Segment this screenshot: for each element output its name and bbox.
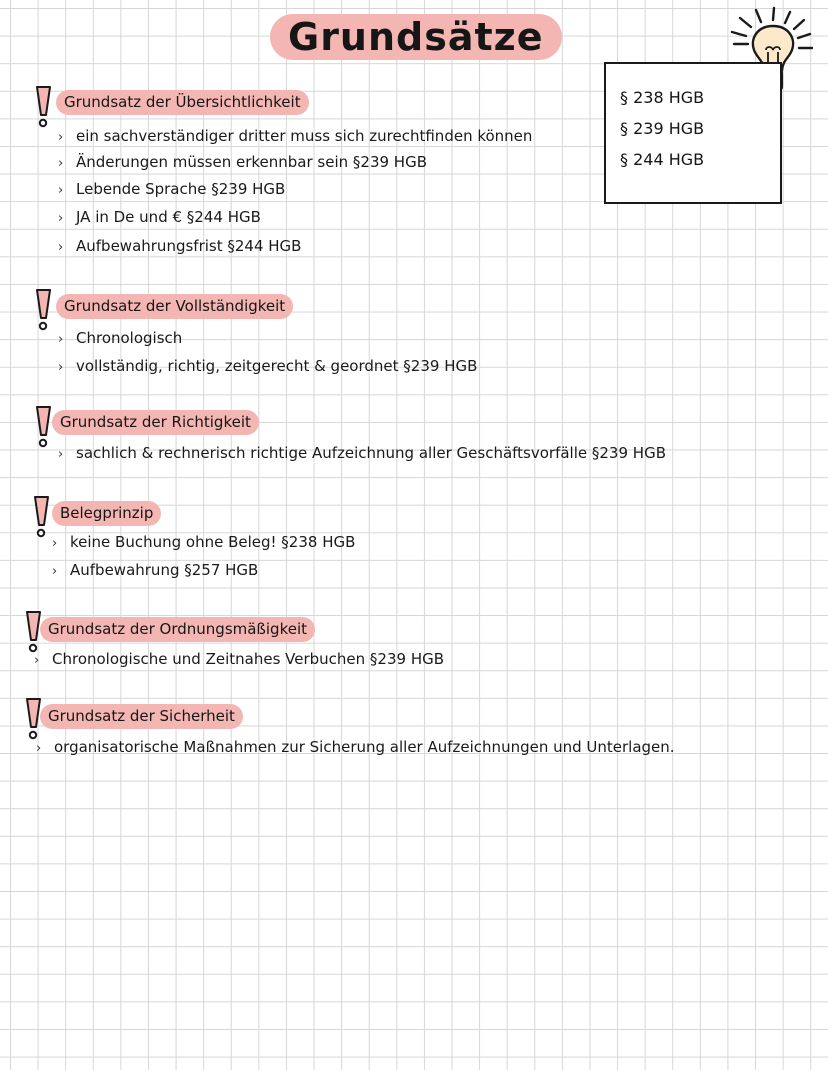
section-heading-uebersichtlichkeit: Grundsatz der Übersichtlichkeit — [56, 90, 309, 115]
page-title: Grundsätze — [270, 14, 562, 60]
chevron-right-icon: › — [52, 564, 58, 579]
list-item: › Lebende Sprache §239 HGB — [58, 180, 286, 198]
list-item: › Chronologisch — [58, 329, 183, 347]
section-heading-ordnungsmaessigkeit: Grundsatz der Ordnungsmäßigkeit — [40, 617, 315, 642]
chevron-right-icon: › — [58, 183, 64, 198]
reference-item: § 244 HGB — [620, 150, 705, 169]
reference-item: § 239 HGB — [620, 119, 705, 138]
section-heading-sicherheit: Grundsatz der Sicherheit — [40, 704, 243, 729]
section-heading-belegprinzip: Belegprinzip — [52, 501, 161, 526]
chevron-right-icon: › — [58, 332, 64, 347]
chevron-right-icon: › — [52, 536, 58, 551]
list-item: › Änderungen müssen erkennbar sein §239 HGB — [58, 153, 427, 171]
list-item: › sachlich & rechnerisch richtige Aufzeichnung aller Geschäftsvorfälle §239 HGB — [58, 444, 666, 462]
reference-item: § 238 HGB — [620, 88, 705, 107]
list-item: › organisatorische Maßnahmen zur Sicherung aller Aufzeichnungen und Unterlagen. — [36, 738, 675, 756]
chevron-right-icon: › — [34, 653, 40, 668]
chevron-right-icon: › — [58, 360, 64, 375]
list-item: › Aufbewahrungsfrist §244 HGB — [58, 237, 302, 255]
list-item: › vollständig, richtig, zeitgerecht & geordnet §239 HGB — [58, 357, 478, 375]
chevron-right-icon: › — [36, 741, 42, 756]
exclamation-icon — [28, 495, 54, 539]
exclamation-icon — [30, 288, 56, 332]
chevron-right-icon: › — [58, 447, 64, 462]
chevron-right-icon: › — [58, 156, 64, 171]
list-item: › JA in De und € §244 HGB — [58, 208, 261, 226]
list-item: › ein sachverständiger dritter muss sich zurechtfinden können — [58, 127, 533, 145]
chevron-right-icon: › — [58, 211, 64, 226]
chevron-right-icon: › — [58, 240, 64, 255]
list-item: › Aufbewahrung §257 HGB — [52, 561, 259, 579]
exclamation-icon — [30, 85, 56, 129]
section-heading-richtigkeit: Grundsatz der Richtigkeit — [52, 410, 259, 435]
chevron-right-icon: › — [58, 130, 64, 145]
list-item: › Chronologische und Zeitnahes Verbuchen §239 HGB — [34, 650, 445, 668]
reference-box — [604, 62, 782, 204]
section-heading-vollstaendigkeit: Grundsatz der Vollständigkeit — [56, 294, 293, 319]
list-item: › keine Buchung ohne Beleg! §238 HGB — [52, 533, 356, 551]
